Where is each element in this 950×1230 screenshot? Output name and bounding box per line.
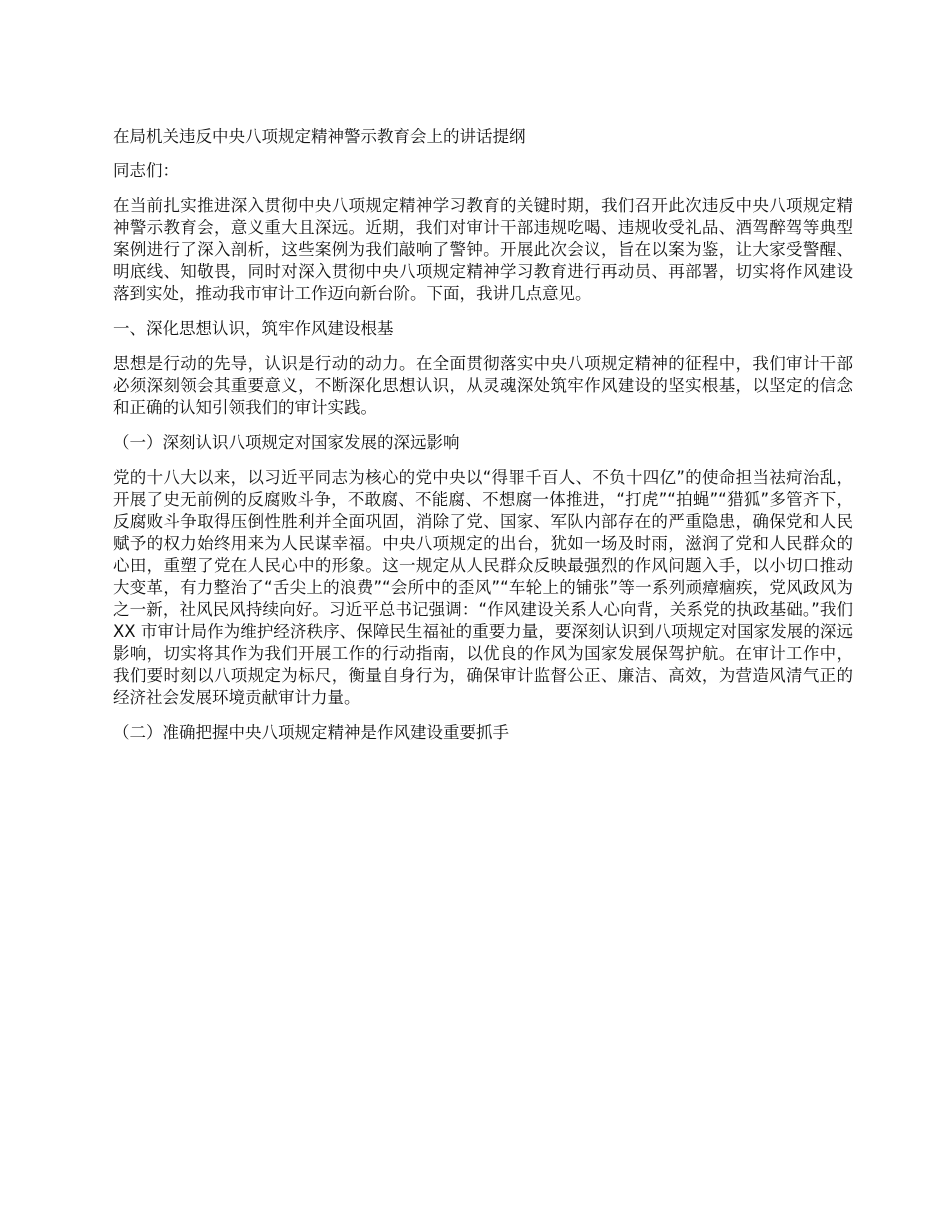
document-title: 在局机关违反中央八项规定精神警示教育会上的讲话提纲 [113,127,526,146]
salutation: 同志们： [113,161,179,180]
document-body [113,126,853,757]
section-paragraph-1: 思想是行动的先导，认识是行动的动力。在全面贯彻落实中央八项规定精神的征程中，我们审计干部必须深刻领会其重要意义，不断深化思想认识，从灵魂深处筑牢作风建设的坚实根基，以坚定的信念和正确的认知引领我们的审计实践。 [113,354,853,417]
subsection-heading-2: （二）准确把握中央八项规定精神是作风建设重要抓手 [113,723,509,742]
intro-paragraph: 在当前扎实推进深入贯彻中央八项规定精神学习教育的关键时期，我们召开此次违反中央八项规定精神警示教育会，意义重大且深远。近期，我们对审计干部违规吃喝、违规收受礼品、酒驾醉驾等典型案例进行了深入剖析，这些案例为我们敲响了警钟。开展此次会议，旨在以案为鉴，让大家受警醒、明底线、知敬畏，同时对深入贯彻中央八项规定精神学习教育进行再动员、再部署，切实将作风建设落到实处，推动我市审计工作迈向新台阶。下面，我讲几点意见。 [113,196,853,303]
subsection-heading-1: （一）深刻认识八项规定对国家发展的深远影响 [113,433,460,452]
section-heading-1: 一、深化思想认识，筑牢作风建设根基 [113,319,394,338]
subsection-paragraph-1: 党的十八大以来，以习近平同志为核心的党中央以“得罪千百人、不负十四亿”的使命担当祛疴治乱，开展了史无前例的反腐败斗争，不敢腐、不能腐、不想腐一体推进，“打虎”“拍蝇”“猎狐”多管齐下，反腐败斗争取得压倒性胜利并全面巩固，消除了党、国家、军队内部存在的严重隐患，确保党和人民赋予的权力始终用来为人民谋幸福。中央八项规定的出台，犹如一场及时雨，滋润了党和人民群众的心田，重塑了党在人民心中的形象。这一规定从人民群众反映最强烈的作风问题入手，以小切口推动大变革，有力整治了“舌尖上的浪费”“会所中的歪风”“车轮上的铺张”等一系列顽瘴痼疾，党风政风为之一新，社风民风持续向好。习近平总书记强调：“作风建设关系人心向背，关系党的执政基础。”我们 XX 市审计局作为维护经济秩序、保障民生福祉的重要力量，要深刻认识到八项规定对国家发展的深远影响，切实将其作为我们开展工作的行动指南，以优良的作风为国家发展保驾护航。在审计工作中，我们要时刻以八项规定为标尺，衡量自身行为，确保审计监督公正、廉洁、高效，为营造风清气正的经济社会发展环境贡献审计力量。 [113,468,853,707]
